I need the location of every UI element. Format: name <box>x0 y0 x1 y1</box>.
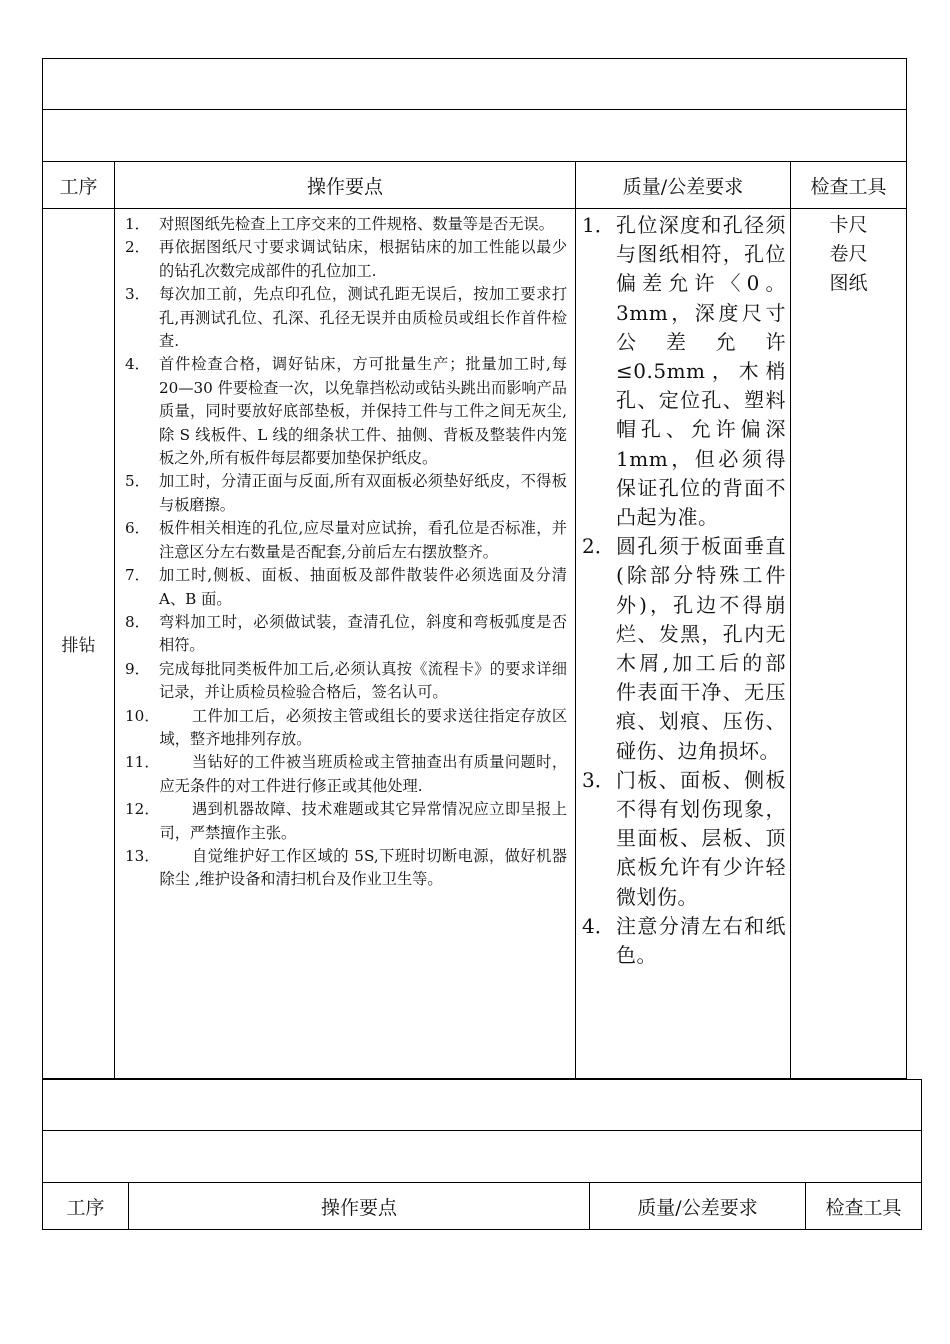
operation-number: 12． <box>125 800 160 819</box>
operation-text: 每次加工前，先点印孔位，测试孔距无误后，按加工要求打孔,再测试孔位、孔深、孔径无误并由质检员或组长作首件检查. <box>159 285 567 351</box>
operations-list <box>115 209 575 892</box>
operation-number: 5． <box>125 472 150 491</box>
operation-number: 9． <box>125 659 150 678</box>
operation-number: 8． <box>125 612 150 631</box>
operation-text: 加工时，分清正面与反面,所有双面板必须垫好纸皮，不得板与板磨擦。 <box>159 472 567 514</box>
quality-text: 注意分清左右和纸色。 <box>616 913 786 968</box>
column-header-row <box>43 162 907 209</box>
operation-item <box>125 564 567 611</box>
next-info-row-blank <box>43 1131 922 1183</box>
operation-text: 对照图纸先检查上工序交来的工件规格、数量等是否无误。 <box>159 215 554 233</box>
tool-item: 卷尺 <box>829 243 868 265</box>
operation-number: 4． <box>125 355 150 374</box>
operation-text: 板件相关相连的孔位,应尽量对应试拚，看孔位是否标准，并注意区分左右数量是否配套,分前后左右摆放整齐。 <box>159 519 567 561</box>
operation-text: 弯料加工时，必须做试装，查清孔位，斜度和弯板弧度是否相符。 <box>159 612 567 655</box>
operation-number: 3． <box>125 285 150 304</box>
operation-text <box>160 798 567 845</box>
tools-list <box>791 209 906 298</box>
operation-text: 首件检查合格，调好钻床，方可批量生产；批量加工时,每 20—30 件要检查一次，以免靠挡松动或钻头跳出而影响产品质量，同时要放好底部垫板，并保持工件与工件之间无灰尘,除 S 线板件、L 线的细条状工件、抽侧、背板及整装件内笼板之外,所有板件每层都要加垫保护纸皮。 <box>159 355 567 468</box>
operation-text-content: 当钻好的工件被当班质检或主管抽查出有质量问题时，应无条件的对工件进行修正或其他处理. <box>159 753 567 795</box>
operation-item <box>125 517 567 564</box>
quality-number: 1． <box>582 213 615 237</box>
tool-item: 图纸 <box>829 272 868 294</box>
operation-number: 6． <box>125 519 150 538</box>
operation-text: 完成每批同类板件加工后,必须认真按《流程卡》的要求详细记录，并让质检员检验合格后，签名认可。 <box>159 659 567 702</box>
operation-item <box>125 353 567 470</box>
quality-list <box>576 209 790 970</box>
operation-number: 11． <box>125 753 160 772</box>
next-title-row-blank <box>43 1080 922 1131</box>
operation-item <box>125 798 567 845</box>
header-operations: 操作要点 <box>115 162 576 209</box>
quality-item <box>582 766 786 912</box>
info-row-blank <box>43 110 907 162</box>
operation-item <box>125 283 567 353</box>
operation-item <box>125 213 567 236</box>
operation-item <box>125 658 567 705</box>
operation-item <box>125 845 567 892</box>
header-quality: 质量/公差要求 <box>576 162 791 209</box>
operation-text <box>160 751 567 798</box>
next-header-process: 工序 <box>43 1183 129 1230</box>
content-row <box>43 209 907 1079</box>
process-name: 排钻 <box>43 209 115 1079</box>
next-page-table <box>42 1079 922 1230</box>
quality-cell <box>576 209 791 1079</box>
tool-item: 卡尺 <box>829 214 868 236</box>
quality-number: 3． <box>582 767 615 792</box>
operation-item <box>125 470 567 517</box>
next-header-operations: 操作要点 <box>129 1183 590 1230</box>
operation-text: 加工时,侧板、面板、抽面板及部件散装件必须选面及分清 A、B 面。 <box>159 566 567 608</box>
operation-number: 7． <box>125 566 150 585</box>
header-tools: 检查工具 <box>791 162 907 209</box>
operation-item <box>125 751 567 798</box>
operation-item <box>125 611 567 658</box>
operation-number: 1． <box>125 215 150 233</box>
quality-item <box>582 912 786 970</box>
operation-number: 13． <box>125 846 160 865</box>
quality-text: 孔位深度和孔径须与图纸相符，孔位偏差允许〈0。3mm，深度尺寸公差允许≤0.5mm，木梢孔、定位孔、塑料帽孔、允许偏深1mm，但必须得保证孔位的背面不凸起为准。 <box>616 213 786 530</box>
operation-text: 再依据图纸尺寸要求调试钻床，根据钻床的加工性能以最少的钻孔次数完成部件的孔位加工. <box>159 238 567 280</box>
header-process: 工序 <box>43 162 115 209</box>
quality-number: 4． <box>582 913 615 938</box>
operation-item <box>125 236 567 283</box>
quality-number: 2． <box>582 534 615 559</box>
quality-item <box>582 211 786 532</box>
operations-cell <box>115 209 576 1079</box>
operation-text-content: 工件加工后，必须按主管或组长的要求送往指定存放区域，整齐地排列存放。 <box>159 706 567 748</box>
next-column-header-row <box>43 1183 922 1230</box>
operation-number: 10． <box>125 706 160 725</box>
quality-item <box>582 532 786 766</box>
operation-number: 2． <box>125 238 150 257</box>
operation-text <box>160 705 567 752</box>
operation-item <box>125 705 567 752</box>
quality-text: 门板、面板、侧板不得有划伤现象，里面板、层板、顶底板允许有少许轻微划伤。 <box>616 767 786 909</box>
title-row-blank <box>43 59 907 110</box>
quality-text: 圆孔须于板面垂直(除部分特殊工件外)，孔边不得崩烂、发黑，孔内无木屑,加工后的部件表面干净、无压痕、划痕、压伤、碰伤、边角损坏。 <box>616 534 786 763</box>
operation-text-content: 自觉维护好工作区域的 5S,下班时切断电源，做好机器除尘 ,维护设备和清扫机台及作业卫生等。 <box>159 846 567 889</box>
tools-cell <box>791 209 907 1079</box>
process-card-table <box>42 58 907 1079</box>
operation-text-content: 遇到机器故障、技术难题或其它异常情况应立即呈报上司，严禁擅作主张。 <box>159 800 567 842</box>
next-header-tools: 检查工具 <box>806 1183 922 1230</box>
operation-text <box>160 845 567 892</box>
next-header-quality: 质量/公差要求 <box>590 1183 806 1230</box>
